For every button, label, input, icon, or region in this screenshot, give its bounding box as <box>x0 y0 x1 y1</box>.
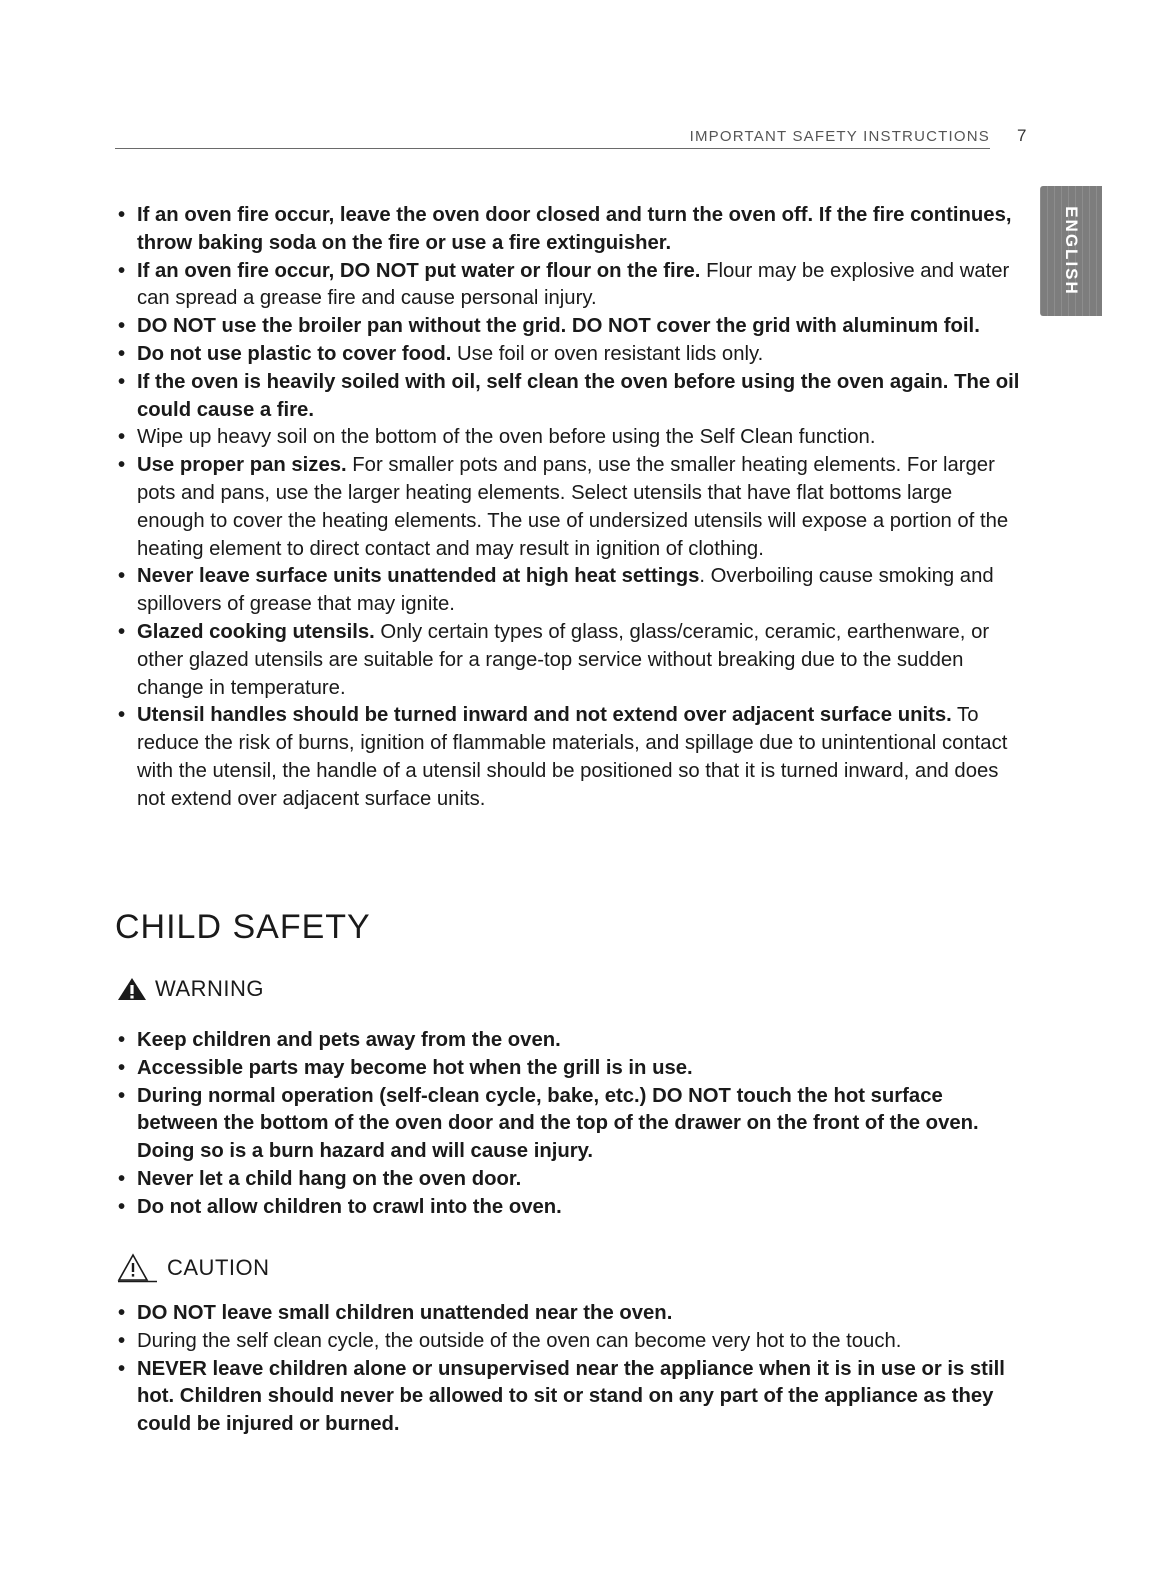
body-text: Only certain types of glass, glass/ceramic, ceramic, earthenware, or other glazed utensils are suitable for a range-top service without breaking due to the sudden change in temperature. <box>137 620 990 699</box>
caution-icon <box>117 1253 159 1283</box>
list-item <box>115 619 1020 702</box>
running-header <box>115 126 990 149</box>
warning-label-text: WARNING <box>155 976 265 1001</box>
list-item <box>115 313 1020 341</box>
list-item <box>115 1300 1015 1328</box>
bold-text: During normal operation (self-clean cycle, bake, etc.) DO NOT touch the hot surface between the bottom of the oven door and the top of the drawer on the front of the oven. Doing so is a burn hazard and will cause injury. <box>137 1084 979 1163</box>
bold-text: DO NOT use the broiler pan without the grid. DO NOT cover the grid with aluminum foil. <box>137 315 980 338</box>
safety-instruction-list <box>115 202 1020 814</box>
bold-text: Never leave surface units unattended at high heat settings <box>137 565 700 588</box>
list-item <box>115 369 1020 425</box>
section-title: CHILD SAFETY <box>115 908 371 946</box>
bold-text: Accessible parts may become hot when the grill is in use. <box>137 1056 693 1079</box>
caution-label-text: CAUTION <box>167 1255 270 1280</box>
bold-text: If an oven fire occur, leave the oven door closed and turn the oven off. If the fire continues, throw baking soda on the fire or use a fire extinguisher. <box>137 204 1012 254</box>
page-number: 7 <box>1017 126 1027 145</box>
bold-text: Do not use plastic to cover food. <box>137 342 452 365</box>
list-item <box>115 424 1020 452</box>
list-item <box>115 1328 1015 1356</box>
bold-text: Glazed cooking utensils. <box>137 620 375 643</box>
bold-text: Do not allow children to crawl into the oven. <box>137 1195 562 1218</box>
body-text: Use foil or oven resistant lids only. <box>451 342 764 365</box>
bold-text: If an oven fire occur, DO NOT put water or flour on the fire. <box>137 259 701 282</box>
body-text: Wipe up heavy soil on the bottom of the oven before using the Self Clean function. <box>137 426 876 449</box>
list-item <box>115 1166 1015 1194</box>
bold-text: Never let a child hang on the oven door. <box>137 1167 522 1190</box>
warning-label <box>117 976 264 1002</box>
list-item <box>115 702 1020 813</box>
language-tab-label: ENGLISH <box>1062 206 1081 296</box>
body-text: To reduce the risk of burns, ignition of flammable materials, and spillage due to unintentional contact with the utensil, the handle of a utensil should be positioned so that it is turned inward, and does not extend over adjacent surface units. <box>137 704 1008 810</box>
caution-list <box>115 1300 1015 1439</box>
header-title: IMPORTANT SAFETY INSTRUCTIONS <box>689 128 990 145</box>
list-item <box>115 1194 1015 1222</box>
bold-text: If the oven is heavily soiled with oil, self clean the oven before using the oven again. The oil could cause a fire. <box>137 370 1020 421</box>
list-item <box>115 1027 1015 1055</box>
list-item <box>115 341 1020 369</box>
list-item <box>115 1083 1015 1166</box>
list-item <box>115 258 1020 314</box>
warning-list <box>115 1027 1015 1222</box>
body-text: During the self clean cycle, the outside of the oven can become very hot to the touch. <box>137 1329 902 1352</box>
list-item <box>115 452 1020 563</box>
bold-text: DO NOT leave small children unattended near the oven. <box>137 1302 673 1324</box>
body-text: . Overboiling cause smoking and spillovers of grease that may ignite. <box>137 565 994 616</box>
list-item <box>115 1356 1015 1439</box>
list-item <box>115 563 1020 619</box>
bold-text: Utensil handles should be turned inward and not extend over adjacent surface units. <box>137 704 952 727</box>
bold-text: Use proper pan sizes. <box>137 454 347 477</box>
body-text: Flour may be explosive and water can spread a grease fire and cause personal injury. <box>137 259 1010 310</box>
bold-text: Keep children and pets away from the oven. <box>137 1029 561 1051</box>
caution-label <box>117 1253 270 1283</box>
list-item <box>115 1055 1015 1083</box>
warning-icon <box>117 977 147 1001</box>
list-item <box>115 202 1020 258</box>
bold-text: NEVER leave children alone or unsupervised near the appliance when it is in use or is still hot. Children should never be allowed to sit or stand on any part of the appliance as they could be injured or burned. <box>137 1357 1005 1436</box>
body-text: For smaller pots and pans, use the smaller heating elements. For larger pots and pans, use the larger heating elements. Select utensils that have flat bottoms large enough to cover the heating elements. The use of undersized utensils will expose a portion of the heating element to direct contact and may result in ignition of clothing. <box>137 454 1009 560</box>
language-tab <box>1040 186 1102 316</box>
